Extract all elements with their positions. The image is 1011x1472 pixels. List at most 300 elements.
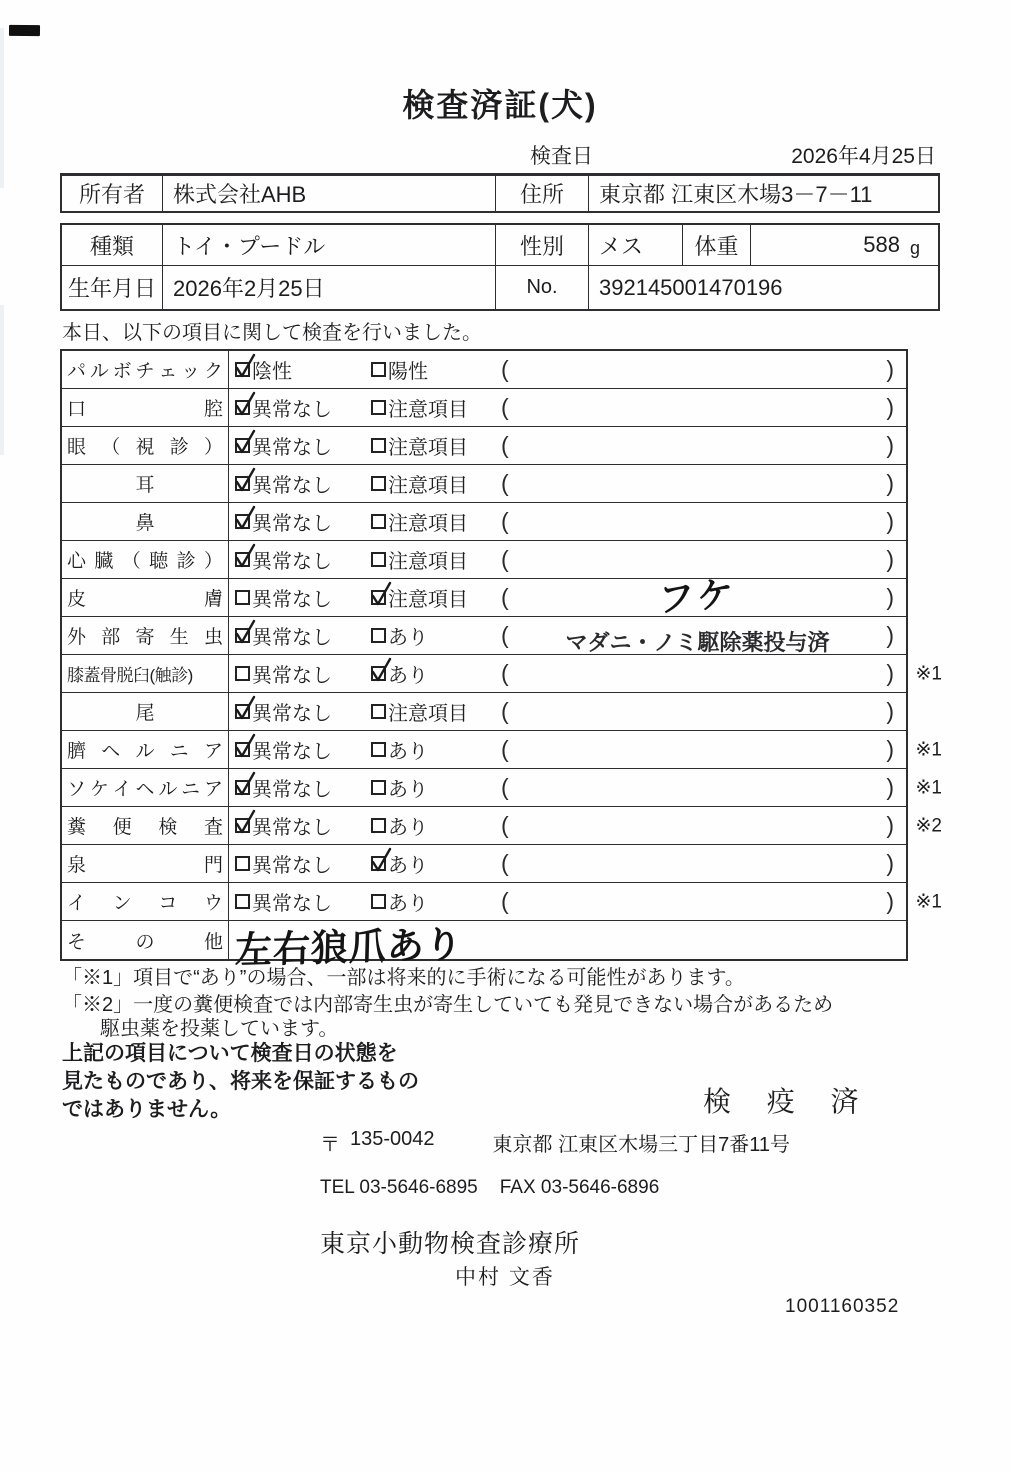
veterinarian-name: 中村 文香 [455,1266,555,1289]
close-paren: ) [886,736,894,762]
spacer [445,1128,483,1157]
open-paren: ( [501,432,509,458]
address-value: 東京都 江東区木場3－7－11 [588,176,938,211]
handwritten-check-icon [369,846,394,875]
option-positive [371,769,428,806]
label-char: ル [89,361,109,382]
option-positive [371,503,468,540]
postal-mark-icon: 〒 [320,1134,340,1156]
open-paren: ( [501,774,509,800]
owner-table [60,173,940,213]
label-char: ） [203,551,223,572]
option-negative [235,655,332,692]
close-paren: ) [886,850,894,876]
option-label: 注意項目 [388,703,468,725]
label-char: ） [203,437,223,458]
check-row-label [67,812,223,839]
label-char: ッ [181,361,201,382]
label-char: 生 [169,627,189,648]
check-row-label-cell [62,617,229,654]
check-row-content [229,351,906,388]
option-label: 異常なし [252,665,332,687]
check-row-label-cell [62,921,229,959]
checkbox-icon [235,400,250,415]
check-table-row [62,351,906,389]
checkbox-icon [235,514,250,529]
check-table-row [62,731,942,769]
label-char: 聴 [149,551,169,572]
open-paren: ( [501,622,509,648]
footnote-2: 「※2」一度の糞便検査では内部寄生虫が寄生していても発見できない場合があるため [62,994,834,1016]
label-char: 検 [158,817,178,838]
intro-text: 本日、以下の項目に関して検査を行いました。 [62,322,482,344]
check-row-label [67,736,223,763]
remarks-text: マダニ・ノミ駆除薬投与済 [565,630,830,655]
check-row-content [229,655,906,692]
open-paren: ( [501,812,509,838]
option-label: 異常なし [252,475,332,497]
option-negative [235,503,332,540]
checkbox-icon [235,894,250,909]
check-row-label-cell [62,579,229,616]
check-row-content [229,769,906,806]
close-paren: ) [886,470,894,496]
address-label: 住所 [495,176,588,211]
label-char: コ [158,893,178,914]
label-char: 部 [101,627,121,648]
handwritten-check-icon [233,618,258,647]
label-char: ン [112,893,132,914]
open-paren: ( [501,356,509,382]
spacer [478,1177,500,1199]
option-label: あり [388,779,428,801]
label-char: 他 [203,931,223,953]
option-positive [371,465,468,502]
label-char: ア [203,779,223,800]
check-table-row [62,655,942,693]
footnote-marker: ※2 [915,815,942,836]
open-paren: ( [501,546,509,572]
label-char: の [135,931,155,953]
handwritten-check-icon [233,542,258,571]
checkbox-icon [371,704,386,719]
option-positive [371,845,428,882]
label-char: 泉 [67,855,87,876]
disclaimer-line: ではありません。 [62,1098,232,1121]
handwritten-check-icon [233,770,258,799]
close-paren: ) [886,774,894,800]
disclaimer-paragraph [62,1040,419,1124]
weight-label: 体重 [682,225,750,265]
owner-value: 株式会社AHB [162,176,495,211]
close-paren: ) [886,394,894,420]
label-char: イ [67,893,87,914]
label-char: ェ [158,361,178,382]
check-table-row [62,693,906,731]
check-row-label [67,850,223,877]
footnote-marker: ※1 [915,777,942,798]
open-paren: ( [501,736,509,762]
option-label: あり [388,627,428,649]
checkbox-icon [371,742,386,757]
remarks-parentheses [501,693,894,730]
label-char: 診 [169,437,189,458]
check-row-label-cell [62,845,229,882]
check-row-content [229,807,906,844]
quarantine-stamp-text: 検 疫 済 [703,1086,873,1117]
clinic-fax: FAX 03-5646-6896 [499,1177,660,1198]
check-row-label [67,622,223,649]
remarks-parentheses [501,503,894,540]
handwritten-check-icon [233,808,258,837]
checkbox-icon [371,362,386,377]
checkbox-icon [235,856,250,871]
label-char: 口 [67,399,87,420]
open-paren: ( [501,850,509,876]
remarks-text: フケ [657,572,738,621]
option-label: 陰性 [252,361,292,383]
owner-label: 所有者 [78,182,145,207]
handwritten-check-icon [233,466,258,495]
option-negative [235,579,332,616]
option-positive [371,655,428,692]
check-table-row [62,845,906,883]
disclaimer-line: 上記の項目について検査日の状態を [62,1042,398,1065]
option-label: 注意項目 [388,437,468,459]
breed-value: トイ・プードル [162,225,495,265]
check-row-label [67,584,223,611]
option-negative [235,541,332,578]
close-paren: ) [886,508,894,534]
option-label: 注意項目 [388,475,468,497]
check-row-label-cell [62,503,229,540]
label-char: 寄 [135,627,155,648]
open-paren: ( [501,698,509,724]
check-row-label [67,394,223,421]
check-row-label-cell [62,655,229,692]
option-label: 異常なし [252,399,332,421]
option-label: 異常なし [252,779,332,801]
label-char: （ [121,551,141,572]
close-paren: ) [886,432,894,458]
handwritten-note: 左右狼爪あり [234,923,464,972]
check-row-content [229,572,906,621]
remarks-parentheses [501,845,894,882]
check-row-content [229,731,906,768]
scan-artifact-mark [9,25,40,36]
remarks-parentheses [501,572,894,621]
check-row-content [229,921,906,972]
footnote-marker: ※1 [915,663,942,684]
check-row-label-cell [62,769,229,806]
remarks-parentheses [501,883,894,920]
open-paren: ( [501,508,509,534]
check-row-label-cell [62,541,229,578]
option-negative [235,351,292,388]
option-negative [235,389,332,426]
option-label: 異常なし [252,817,332,839]
check-row-label-cell [62,427,229,464]
label-char: ニ [181,779,201,800]
check-table-row [62,572,906,621]
check-table-row [62,769,942,807]
label-char: ア [203,741,223,762]
check-table-row [62,503,906,541]
checkbox-icon [235,438,250,453]
clinic-name: 東京小動物検査診療所 [320,1230,581,1258]
check-table [60,349,942,972]
label-char: ケ [89,779,109,800]
remarks-parentheses [501,427,894,464]
option-label: あり [388,855,428,877]
option-label: 異常なし [252,741,332,763]
check-row-label-cell [62,883,229,920]
check-row-content [229,465,906,502]
document-serial-number: 1001160352 [785,1296,900,1317]
checkbox-icon [371,666,386,681]
birthdate-value: 2026年2月25日 [162,266,495,309]
label-char: ソ [67,779,87,800]
check-row-label [67,774,223,801]
option-positive [371,807,428,844]
handwritten-check-icon [233,504,258,533]
label-char: 査 [203,817,223,838]
checkbox-icon [371,476,386,491]
footnote-2-continued: 駆虫薬を投薬しています。 [100,1018,339,1040]
option-positive [371,579,468,616]
label-char: 視 [135,437,155,458]
option-negative [235,845,332,882]
option-label: 異常なし [252,703,332,725]
label-char: 虫 [203,627,223,648]
check-row-content [229,617,906,654]
check-row-label: 鼻 [135,513,155,534]
close-paren: ) [886,888,894,914]
close-paren: ) [886,660,894,686]
label-char: 腔 [203,399,223,420]
check-row-label [67,888,223,915]
open-paren: ( [501,888,509,914]
label-char: 門 [203,855,223,876]
footnote-marker: ※1 [915,739,942,760]
clinic-address: 東京都 江東区木場三丁目7番11号 [492,1134,790,1156]
remarks-parentheses [501,465,894,502]
check-row-content [229,389,906,426]
checkbox-icon [235,666,250,681]
option-negative [235,769,332,806]
handwritten-check-icon [233,694,258,723]
option-label: 注意項目 [388,399,468,421]
option-positive [371,427,468,464]
checkbox-icon [371,780,386,795]
check-row-label-cell [62,807,229,844]
checkbox-icon [235,780,250,795]
label-char: イ [112,779,132,800]
close-paren: ) [886,356,894,382]
option-positive [371,351,428,388]
label-char: ニ [169,741,189,762]
weight-value: 588 [863,232,900,257]
option-positive [371,541,468,578]
open-paren: ( [501,470,509,496]
check-row-label-cell [62,351,229,388]
check-row-label [67,432,223,459]
remarks-parentheses [501,769,894,806]
label-char: ル [135,741,155,762]
checkbox-icon [371,628,386,643]
check-table-row [62,921,906,972]
checkbox-icon [235,742,250,757]
breed-label: 種類 [89,233,134,259]
checkbox-icon [235,704,250,719]
label-char: ヘ [135,779,155,800]
label-char: そ [67,931,87,953]
label-char: 診 [176,551,196,572]
option-positive [371,617,428,654]
scan-edge-smudge [0,305,4,455]
label-char: 臍 [67,741,87,762]
handwritten-check-icon [233,428,258,457]
label-char: 外 [67,627,87,648]
label-char: ボ [112,361,132,382]
option-label: 注意項目 [388,589,468,611]
number-label: No. [495,266,588,309]
option-positive [371,389,468,426]
sex-label: 性別 [495,225,588,265]
clinic-tel: TEL 03-5646-6895 [320,1177,478,1198]
check-row-label [67,356,223,383]
option-negative [235,465,332,502]
option-positive [371,693,468,730]
option-label: 異常なし [252,627,332,649]
close-paren: ) [886,622,894,648]
checkbox-icon [371,400,386,415]
checkbox-icon [371,894,386,909]
option-negative [235,693,332,730]
option-label: あり [388,741,428,763]
checkbox-icon [371,590,386,605]
check-row-label-cell [62,731,229,768]
close-paren: ) [886,584,894,610]
remarks-parentheses [501,731,894,768]
checkbox-icon [371,552,386,567]
handwritten-check-icon [233,390,258,419]
check-row-label [67,927,223,954]
checkbox-icon [235,628,250,643]
close-paren: ) [886,812,894,838]
remarks-parentheses [501,617,894,654]
option-label: 陽性 [388,361,428,383]
checkbox-icon [235,590,250,605]
open-paren: ( [501,660,509,686]
remarks-parentheses [501,807,894,844]
check-row-label: 尾 [135,703,155,724]
open-paren: ( [501,584,509,610]
checkbox-icon [235,476,250,491]
label-char: 膚 [203,589,223,610]
check-row-label: 膝蓋骨脱臼(触診) [67,666,193,685]
check-row-content [229,883,906,920]
check-table-row [62,883,942,921]
label-char: 臓 [94,551,114,572]
label-char: （ [101,437,121,458]
option-positive [371,731,428,768]
check-row-content [229,503,906,540]
option-negative [235,427,332,464]
weight-unit: g [909,237,920,258]
label-char: 心 [67,551,87,572]
remarks-parentheses [501,351,894,388]
label-char: 皮 [67,589,87,610]
remarks-parentheses [501,389,894,426]
footnote-marker: ※1 [915,891,942,912]
label-char: ヘ [101,741,121,762]
option-label: 異常なし [252,589,332,611]
label-char: 糞 [67,817,87,838]
clinic-postal-line [320,1128,790,1157]
checkbox-icon [371,438,386,453]
check-row-content [229,693,906,730]
label-char: ル [158,779,178,800]
label-char: ク [203,361,223,382]
birthdate-label: 生年月日 [67,276,156,301]
check-row-content [229,427,906,464]
remarks-parentheses [501,655,894,692]
close-paren: ) [886,546,894,572]
option-label: 異常なし [252,551,332,573]
label-char: チ [135,361,155,382]
checkbox-icon [235,818,250,833]
label-char: パ [67,361,87,382]
option-label: 異常なし [252,893,332,915]
close-paren: ) [886,698,894,724]
handwritten-check-icon [369,656,394,685]
handwritten-check-icon [369,580,394,609]
option-label: あり [388,817,428,839]
check-row-label-cell [62,465,229,502]
option-label: 異常なし [252,513,332,535]
option-negative [235,731,332,768]
check-table-row [62,807,942,845]
check-row-label [67,546,223,573]
checkbox-icon [371,514,386,529]
check-row-content [229,845,906,882]
label-char: 便 [112,817,132,838]
check-row-label: 耳 [135,475,155,496]
page-title: 検査済証(犬) [402,87,598,123]
check-row-label-cell [62,389,229,426]
inspection-date-value: 2026年4月25日 [791,145,936,168]
clinic-tel-line [320,1177,659,1199]
number-value: 392145001470196 [588,266,938,309]
sex-value: メス [588,225,682,265]
checkbox-icon [235,552,250,567]
option-label: 異常なし [252,855,332,877]
option-label: 注意項目 [388,551,468,573]
option-label: 異常なし [252,437,332,459]
check-table-row [62,617,906,655]
handwritten-check-icon [233,352,258,381]
option-negative [235,617,332,654]
checkbox-icon [371,856,386,871]
checkbox-icon [235,362,250,377]
option-label: あり [388,665,428,687]
checkbox-icon [371,818,386,833]
label-char: ウ [203,893,223,914]
open-paren: ( [501,394,509,420]
option-negative [235,807,332,844]
check-row-label-cell [62,693,229,730]
